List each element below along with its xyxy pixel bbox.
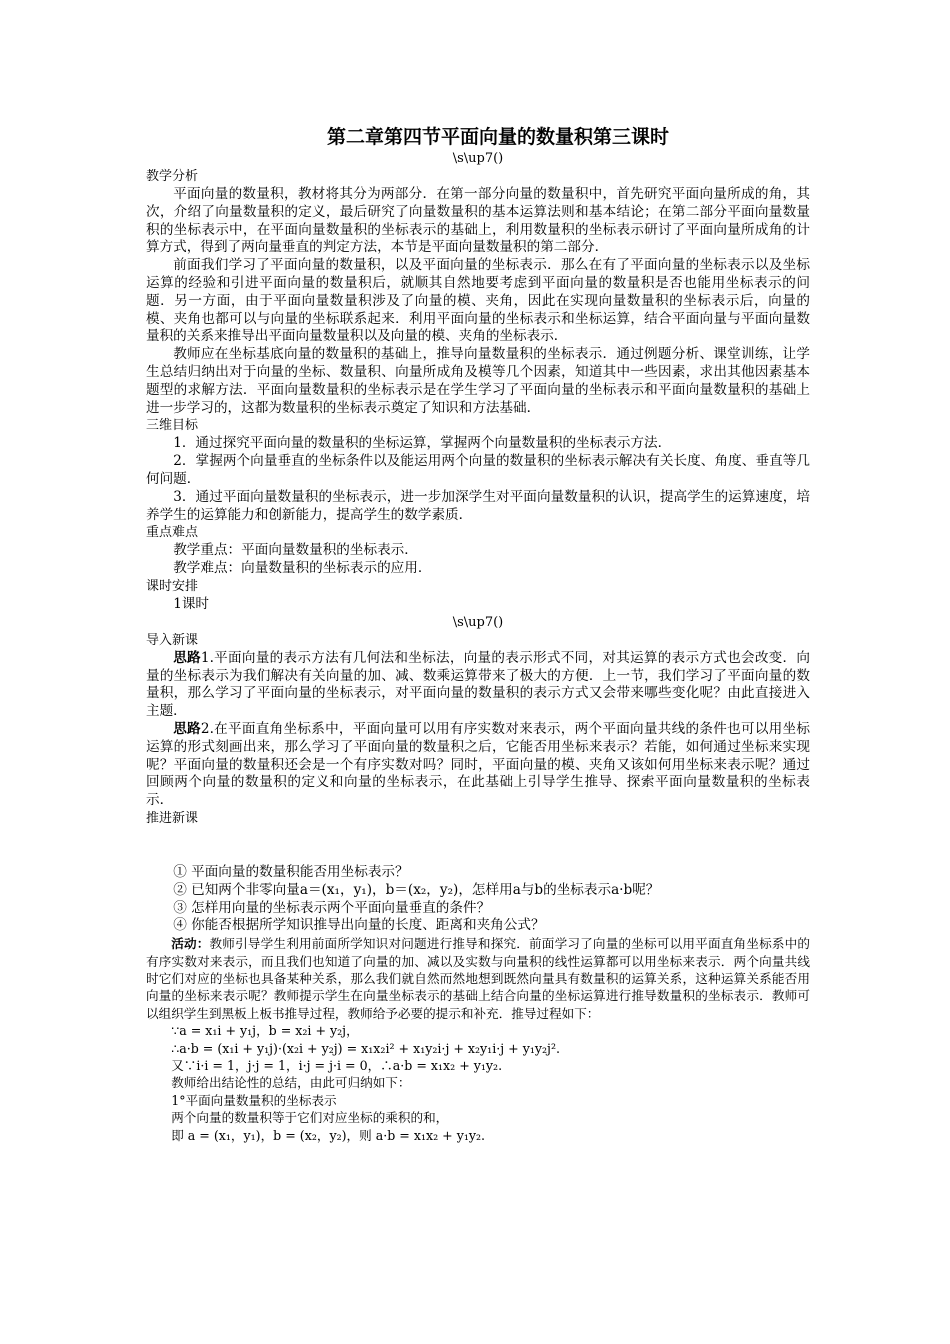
- question-item: ① 平面向量的数量积能否用坐标表示？: [173, 863, 409, 880]
- activity-label: 活动：: [171, 936, 210, 952]
- paragraph: 平面向量的数量积，教材将其分为两部分．在第一部分向量的数量积中，首先研究平面向量所成的角，其次，介绍了向量数量积的定义，最后研究了向量数量积的基本运算法则和基本结论；在第二部分平面向量数量积的坐标表示中，在平面向量数量积的坐标表示的基础上，利用数量积的坐标表示研讨了平面向量所成角的计算方式，得到了两向量垂直的判定方法，本节是平面向量数量积的第二部分．: [146, 186, 810, 256]
- idea-label: 思路: [173, 720, 201, 737]
- paragraph: 教师应在坐标基底向量的数量积的基础上，推导向量数量积的坐标表示．通过例题分析、课堂训练，让学生总结归纳出对于向量的坐标、数量积、向量所成角及模等几个因素，知道其中一些因素，求出其他因素基本题型的求解方法．平面向量数量积的坐标表示是在学生学习了平面向量的坐标表示和平面向量数量积的基础上进一步学习的，这都为数量积的坐标表示奠定了知识和方法基础．: [146, 346, 810, 416]
- derivation-line: 即 a = (x₁，y₁)，b = (x₂，y₂)，则 a·b = x₁x₂ + y₁y₂.: [171, 1127, 486, 1143]
- idea-label: 思路: [173, 649, 201, 666]
- goal-item: 2．掌握两个向量垂直的坐标条件以及能运用两个向量的数量积的坐标表示解决有关长度、角度、垂直等几何问题．: [146, 453, 810, 487]
- marker: \s\up7(): [452, 151, 504, 166]
- idea-paragraph: [146, 721, 810, 810]
- derivation-line: 1°平面向量数量积的坐标表示: [171, 1092, 337, 1108]
- document-page: [146, 124, 810, 1144]
- section-heading-goals: 三维目标: [146, 418, 199, 434]
- derivation-line: 教师给出结论性的总结，由此可归纳如下：: [171, 1075, 411, 1091]
- section-heading-analysis: 教学分析: [146, 169, 199, 184]
- goal-item: 3．通过平面向量数量积的坐标表示，进一步加深学生对平面向量数量积的认识，提高学生的运算速度，培养学生的运算能力和创新能力，提高学生的数学素质．: [146, 488, 810, 523]
- section-heading-time: 课时安排: [146, 578, 199, 594]
- section-heading-key: 重点难点: [146, 525, 199, 541]
- question-item: ④ 你能否根据所学知识推导出向量的长度、距离和夹角公式？: [173, 917, 545, 934]
- key-point: 教学难点：向量数量积的坐标表示的应用．: [173, 560, 432, 577]
- derivation-line: 又∵i·i = 1，j·j = 1，i·j = j·i = 0，∴a·b = x₁x₂ + y₁y₂.: [171, 1057, 503, 1073]
- question-item: ② 已知两个非零向量a＝(x₁，y₁)，b＝(x₂，y₂)，怎样用a与b的坐标表示a·b呢？: [173, 881, 660, 898]
- key-point: 教学重点：平面向量数量积的坐标表示．: [173, 542, 418, 559]
- derivation-line: ∵a = x₁i + y₁j，b = x₂i + y₂j，: [171, 1023, 359, 1039]
- derivation-line: 两个向量的数量积等于它们对应坐标的乘积的和，: [171, 1110, 449, 1126]
- paragraph: 前面我们学习了平面向量的数量积，以及平面向量的坐标表示．那么在有了平面向量的坐标表示以及坐标运算的经验和引进平面向量的数量积后，就顺其自然地要考虑到平面向量的数量积是否也能用坐标表示的问题．另一方面，由于平面向量数量积涉及了向量的模、夹角，因此在实现向量数量积的坐标表示后，向量的模、夹角也都可以与向量的坐标联系起来．利用平面向量的坐标表示和坐标运算，结合平面向量与平面向量数量积的关系来推导出平面向量数量积以及向量的模、夹角的坐标表示．: [146, 257, 810, 345]
- activity-text: 教师引导学生利用前面所学知识对问题进行推导和探究．前面学习了向量的坐标可以用平面直角坐标系中的有序实数对来表示，而且我们也知道了向量的加、减以及实数与向量积的线性运算都可以用坐标来表示．两个向量共线时它们对应的坐标也具备某种关系，那么我们就自然而然地想到既然向量具有数量积的运算关系，这种运算关系能否用向量的坐标来表示呢？教师提示学生在向量坐标表示的基础上结合向量的坐标运算进行推导数量积的坐标表示．教师可以组织学生到黑板上板书推导过程，教师给予必要的提示和补充．推导过程如下：: [146, 936, 811, 1021]
- idea-paragraph: [146, 650, 810, 721]
- activity-paragraph: [146, 935, 810, 1022]
- section-heading-intro: 导入新课: [146, 632, 199, 648]
- spacer: [146, 828, 810, 864]
- time-value: 1课时: [173, 595, 210, 612]
- idea-text: 1.平面向量的表示方法有几何法和坐标法，向量的表示形式不同，对其运算的表示方式也会改变．向量的坐标表示为我们解决有关向量的加、减、数乘运算带来了极大的方便．上一节，我们学习了平面向量的数量积，那么学习了平面向量的坐标表示，对平面向量的数量积的表示方式又会带来哪些变化呢？由此直接进入主题．: [146, 649, 811, 720]
- question-item: ③ 怎样用向量的坐标表示两个平面向量垂直的条件？: [173, 899, 491, 916]
- idea-text: 2.在平面直角坐标系中，平面向量可以用有序实数对来表示，两个平面向量共线的条件也可以用坐标运算的形式刻画出来，那么学习了平面向量的数量积之后，它能否用坐标来表示？若能，如何通过坐标来实现呢？平面向量的数量积还会是一个有序实数对吗？同时，平面向量的模、夹角又该如何用坐标来表示呢？通过回顾两个向量的数量积的定义和向量的坐标表示，在此基础上引导学生推导、探索平面向量数量积的坐标表示．: [146, 720, 811, 809]
- marker: \s\up7(): [452, 614, 504, 630]
- section-heading-new: 推进新课: [146, 810, 199, 826]
- derivation-line: ∴a·b = (x₁i + y₁j)·(x₂i + y₂j) = x₁x₂i² + x₁y₂i·j + x₂y₁i·j + y₁y₂j².: [171, 1040, 560, 1056]
- page-title: 第二章第四节平面向量的数量积第三课时: [326, 126, 669, 148]
- goal-item: 1．通过探究平面向量的数量积的坐标运算，掌握两个向量数量积的坐标表示方法．: [173, 435, 672, 452]
